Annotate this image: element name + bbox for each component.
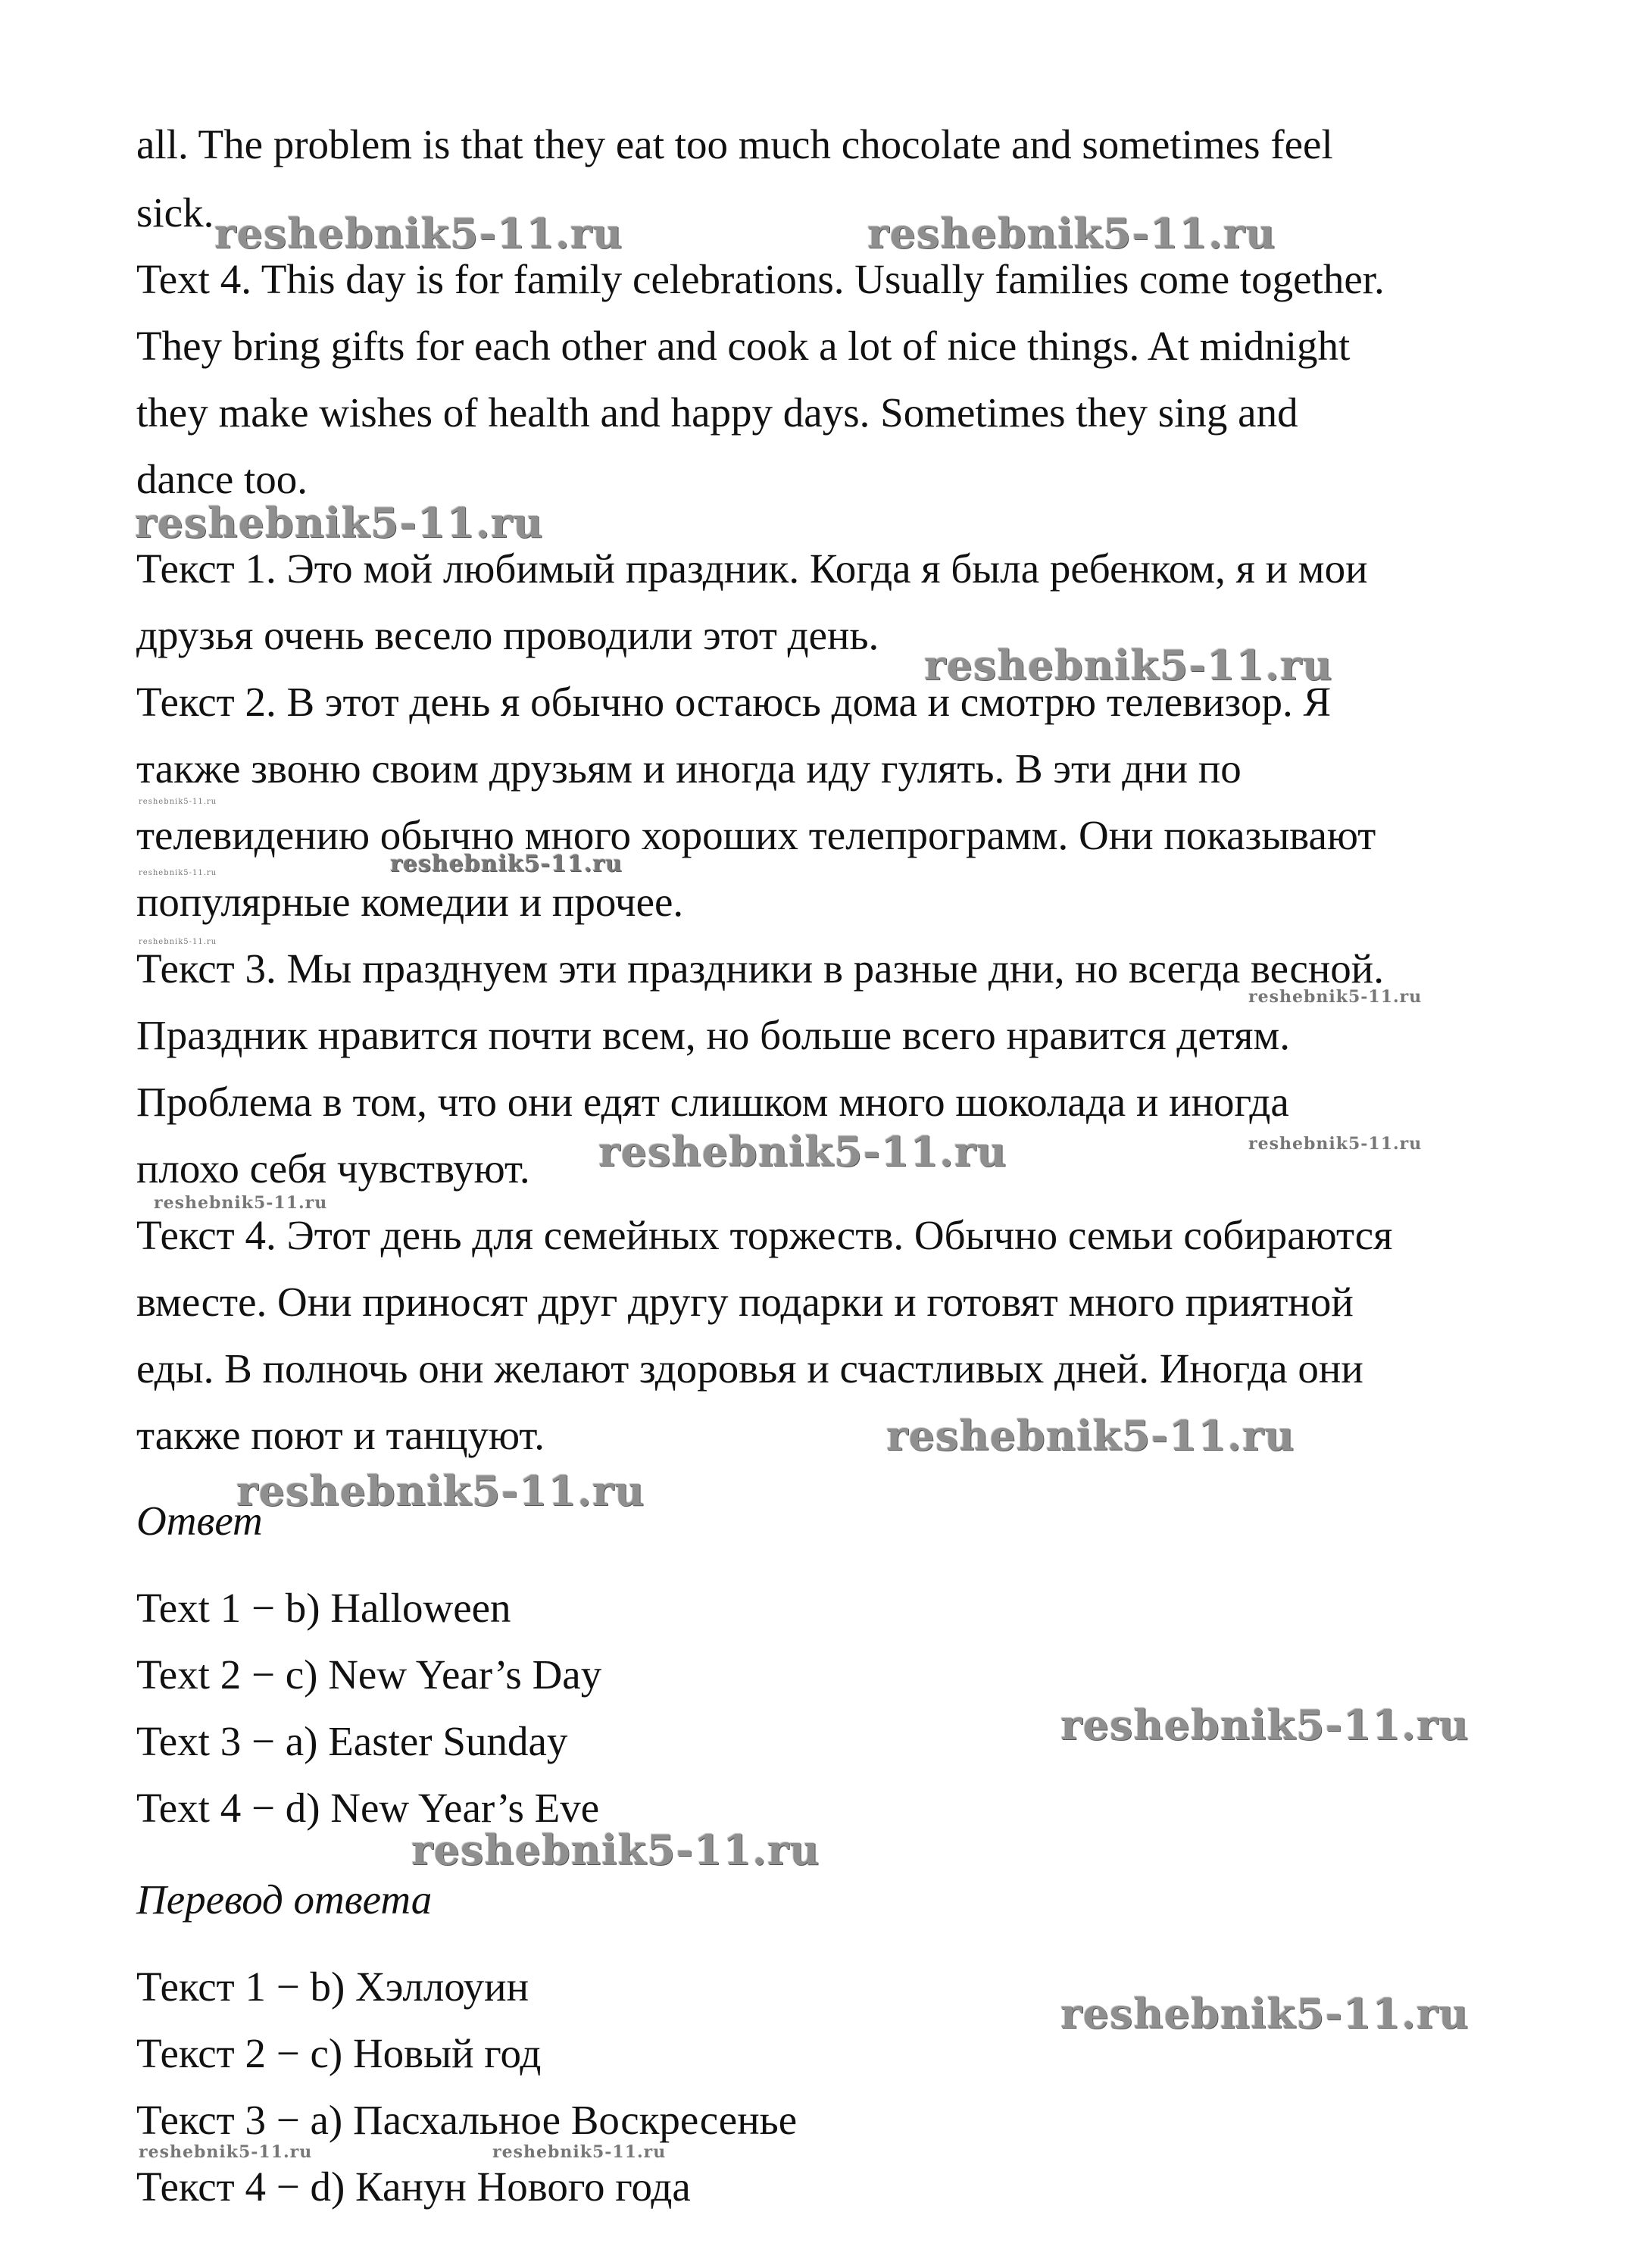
watermark: reshebnik5-11.ru (139, 2142, 313, 2162)
russian-line-10: плохо себя чувствуют. (136, 1145, 530, 1192)
russian-line-9: Проблема в том, что они едят слишком много шоколада и иногда (136, 1079, 1289, 1125)
russian-line-5: телевидению обычно много хороших телепрограмм. Они показывают (136, 812, 1376, 858)
watermark: reshebnik5-11.ru (1248, 1134, 1423, 1154)
russian-line-13: еды. В полночь они желают здоровья и счастливых дней. Иногда они (136, 1345, 1363, 1392)
watermark: reshebnik5-11.ru (1248, 987, 1423, 1007)
english-line-3: Text 4. This day is for family celebrations. Usually families come together. (136, 256, 1385, 302)
russian-line-3: Текст 2. В этот день я обычно остаюсь дома и смотрю телевизор. Я (136, 679, 1332, 725)
answer-translation-item-2: Текст 2 − c) Новый год (136, 2030, 542, 2076)
english-line-2: sick. (136, 189, 214, 236)
answer-item-1: Text 1 − b) Halloween (136, 1585, 511, 1631)
answer-item-4: Text 4 − d) New Year’s Eve (136, 1785, 600, 1831)
answer-heading: Ответ (136, 1498, 263, 1544)
russian-line-2: друзья очень весело проводили этот день. (136, 612, 879, 658)
answer-translation-item-3: Текст 3 − a) Пасхальное Воскресенье (136, 2097, 798, 2143)
watermark: reshebnik5-11.ru (139, 798, 217, 806)
watermark: reshebnik5-11.ru (492, 2142, 667, 2162)
watermark: reshebnik5-11.ru (1060, 1989, 1470, 2038)
watermark: reshebnik5-11.ru (214, 209, 623, 258)
watermark: reshebnik5-11.ru (867, 209, 1276, 258)
watermark: reshebnik5-11.ru (139, 938, 217, 946)
russian-line-8: Праздник нравится почти всем, но больше всего нравится детям. (136, 1012, 1290, 1058)
watermark: reshebnik5-11.ru (598, 1127, 1007, 1176)
answer-translation-heading: Перевод ответа (136, 1876, 433, 1923)
answer-translation-item-4: Текст 4 − d) Канун Нового года (136, 2163, 691, 2210)
english-line-6: dance too. (136, 456, 308, 502)
russian-line-7: Текст 3. Мы празднуем эти праздники в разные дни, но всегда весной. (136, 945, 1384, 992)
watermark: reshebnik5-11.ru (139, 869, 217, 877)
watermark: reshebnik5-11.ru (411, 1826, 820, 1874)
watermark: reshebnik5-11.ru (135, 498, 544, 547)
english-line-4: They bring gifts for each other and cook a lot of nice things. At midnight (136, 323, 1351, 369)
russian-line-11: Текст 4. Этот день для семейных торжеств. Обычно семьи собираются (136, 1212, 1393, 1258)
watermark: reshebnik5-11.ru (1060, 1701, 1470, 1749)
watermark: reshebnik5-11.ru (886, 1411, 1295, 1460)
russian-line-14: также поют и танцуют. (136, 1412, 545, 1458)
russian-line-4: также звоню своим друзьям и иногда иду гулять. В эти дни по (136, 745, 1242, 792)
russian-line-12: вместе. Они приносят друг другу подарки и готовят много приятной (136, 1279, 1354, 1325)
answer-translation-item-1: Текст 1 − b) Хэллоуин (136, 1963, 529, 2010)
answer-item-2: Text 2 − c) New Year’s Day (136, 1651, 602, 1698)
russian-line-6: популярные комедии и прочее. (136, 879, 684, 925)
watermark: reshebnik5-11.ru (390, 851, 623, 877)
watermark: reshebnik5-11.ru (236, 1467, 645, 1515)
answer-item-3: Text 3 − a) Easter Sunday (136, 1718, 568, 1764)
watermark: reshebnik5-11.ru (154, 1193, 328, 1213)
english-line-5: they make wishes of health and happy days. Sometimes they sing and (136, 389, 1298, 436)
watermark: reshebnik5-11.ru (924, 641, 1333, 689)
english-line-1: all. The problem is that they eat too much chocolate and sometimes feel (136, 121, 1333, 167)
russian-line-1: Текст 1. Это мой любимый праздник. Когда я была ребенком, я и мои (136, 545, 1368, 592)
